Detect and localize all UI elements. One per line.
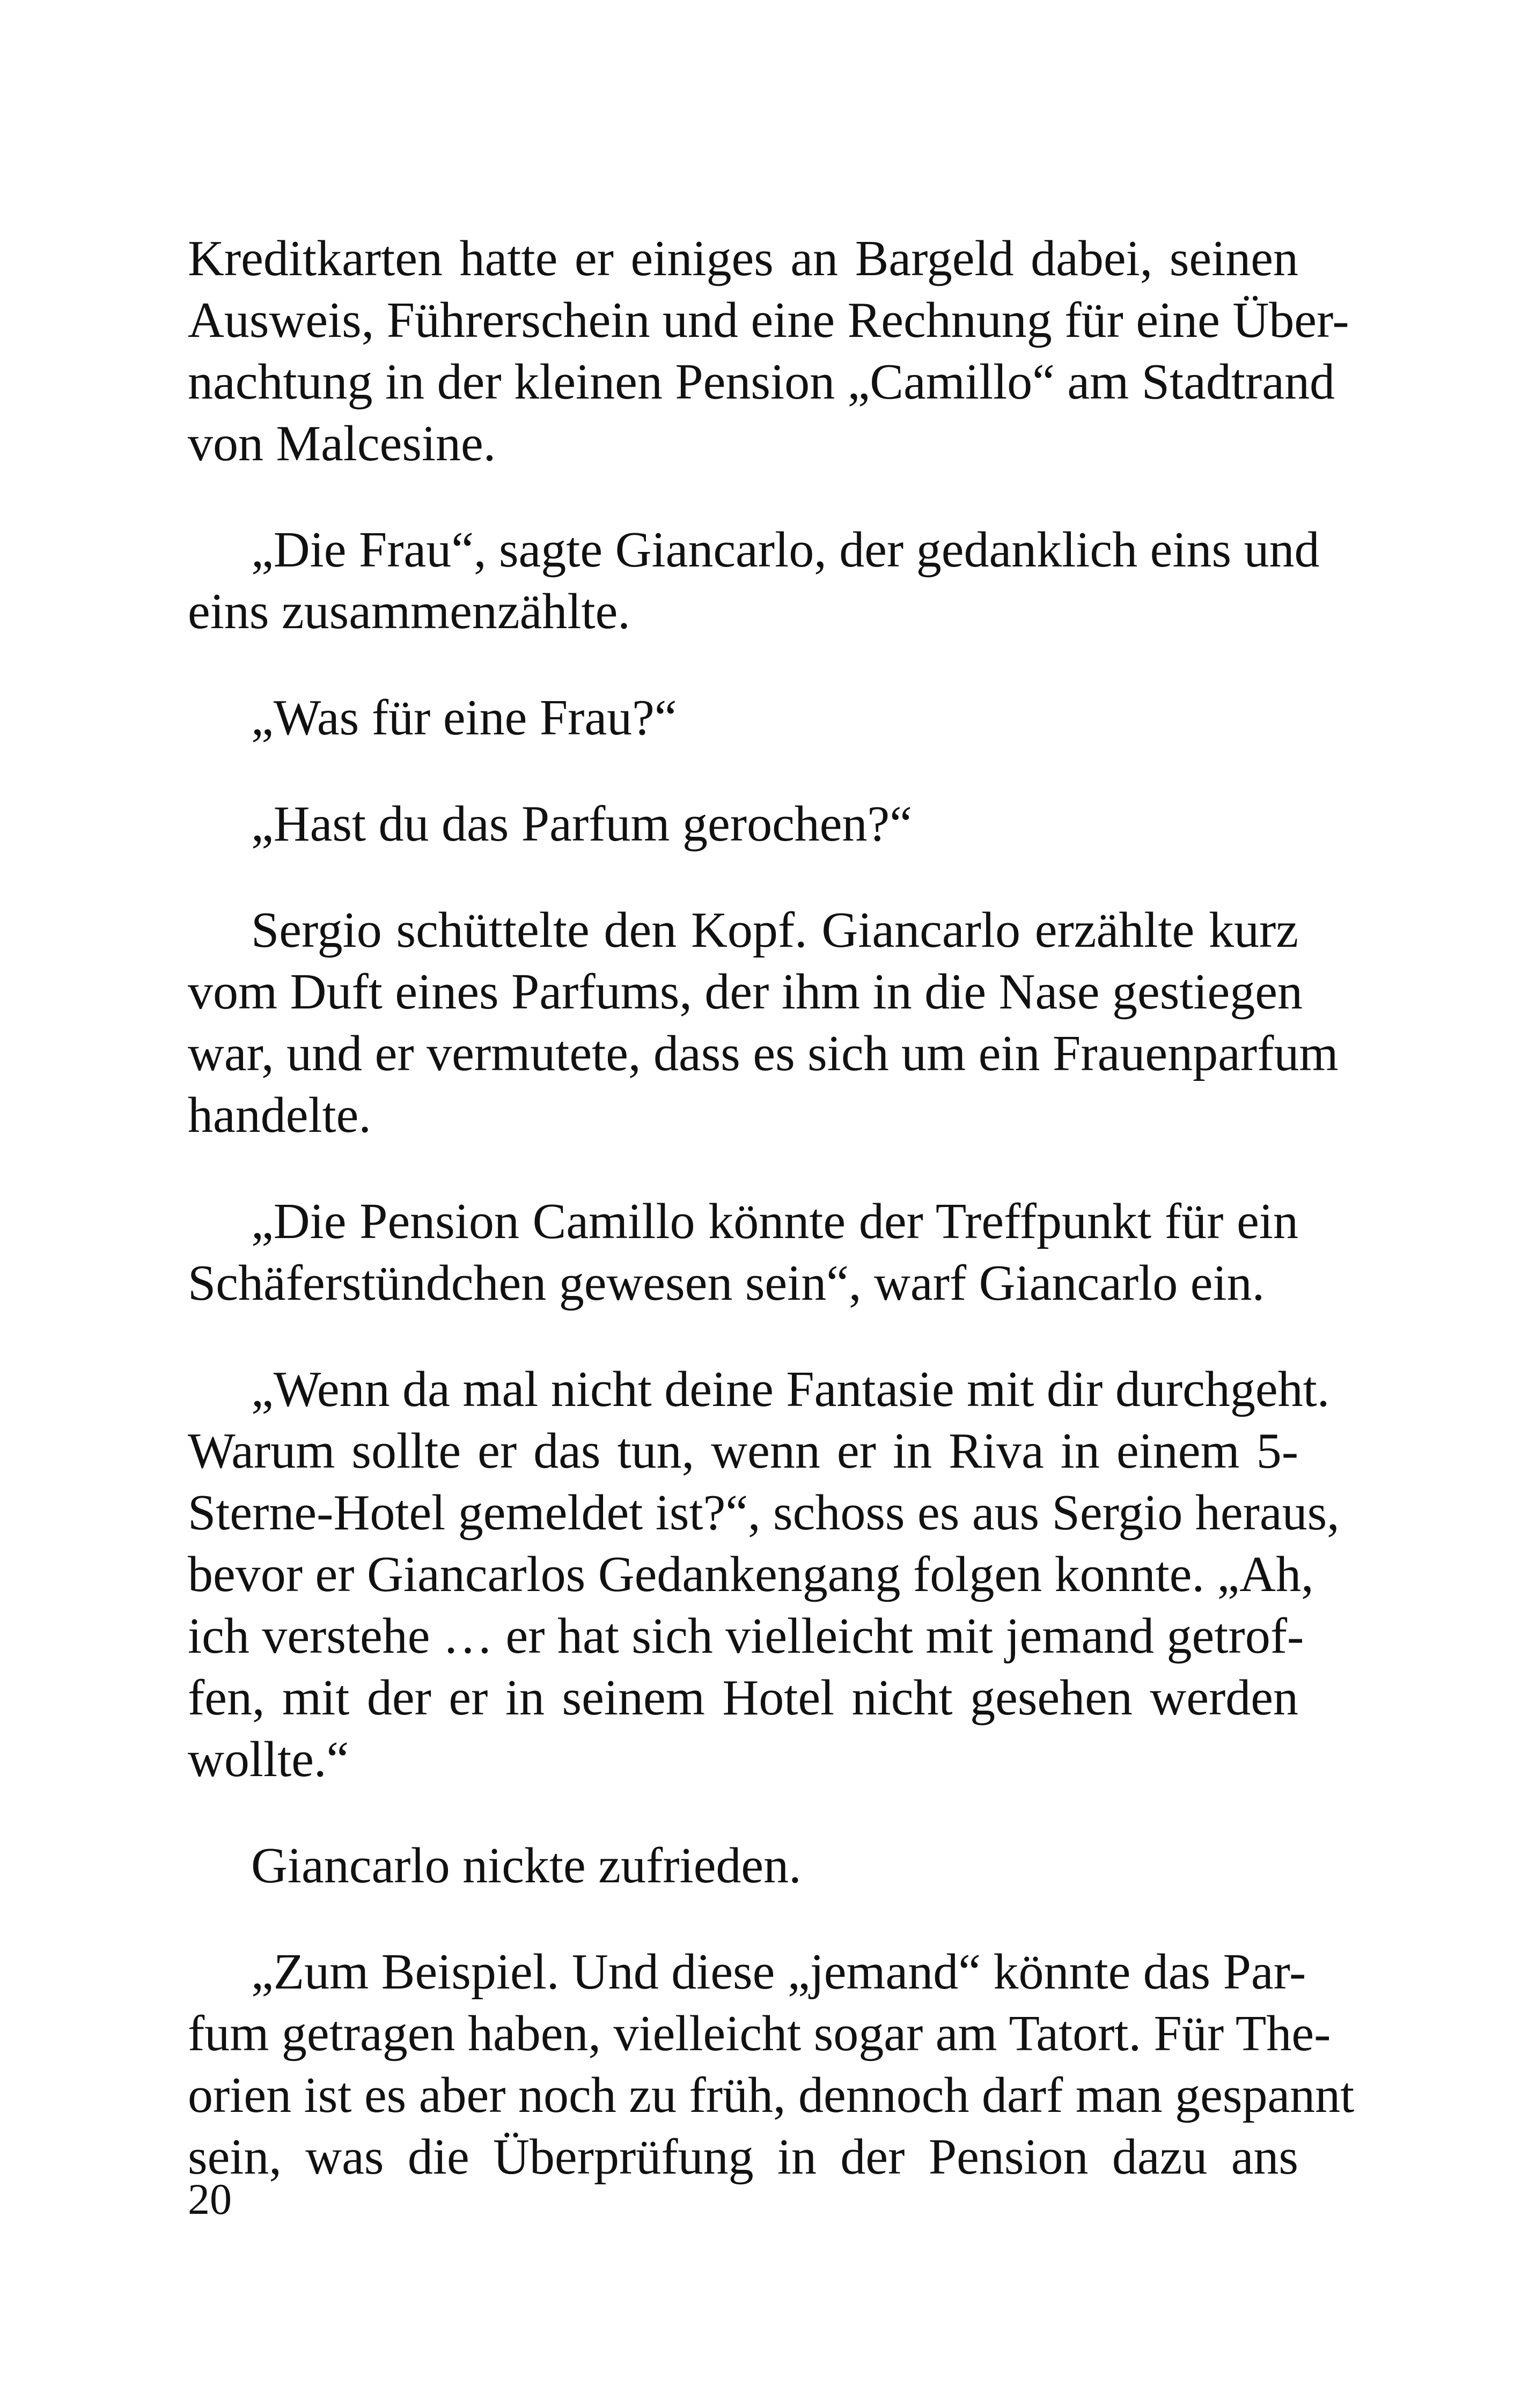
text-line: vom Duft eines Parfums, der ihm in die Nase gestiegen <box>188 964 1303 1020</box>
text-line: fen, mit der er in seinem Hotel nicht gesehen werden <box>188 1670 1298 1726</box>
text-line: orien ist es aber noch zu früh, dennoch darf man gespannt <box>188 2067 1355 2123</box>
text-line: bevor er Giancarlos Gedankengang folgen konnte. „Ah, <box>188 1547 1314 1602</box>
text-line: „Die Pension Camillo könnte der Treffpunkt für ein <box>251 1194 1298 1249</box>
text-line: „Zum Beispiel. Und diese „jemand“ könnte das Par- <box>251 1944 1306 2000</box>
text-line: handelte. <box>188 1087 371 1143</box>
text-line: Sergio schüttelte den Kopf. Giancarlo erzählte kurz <box>251 902 1298 958</box>
text-line: „Was für eine Frau?“ <box>251 690 677 746</box>
body-text <box>188 228 1355 2188</box>
text-line: sein, was die Überprüfung in der Pension dazu ans <box>188 2129 1298 2185</box>
text-line: Giancarlo nickte zufrieden. <box>251 1838 802 1894</box>
text-line: von Malcesine. <box>188 416 496 472</box>
text-line: Sterne-Hotel gemeldet ist?“, schoss es aus Sergio heraus, <box>188 1485 1340 1541</box>
text-line: nachtung in der kleinen Pension „Camillo“ am Stadtrand <box>188 354 1335 410</box>
text-line: Ausweis, Führerschein und eine Rechnung für eine Über- <box>188 292 1349 348</box>
text-line: „Wenn da mal nicht deine Fantasie mit dir durchgeht. <box>251 1361 1330 1417</box>
text-line: „Hast du das Parfum gerochen?“ <box>251 796 912 852</box>
text-line: eins zusammenzählte. <box>188 584 630 639</box>
text-line: Warum sollte er das tun, wenn er in Riva in einem 5- <box>188 1423 1298 1479</box>
text-line: „Die Frau“, sagte Giancarlo, der gedanklich eins und <box>251 522 1320 578</box>
text-line: wollte.“ <box>188 1732 349 1787</box>
text-line: ich verstehe … er hat sich vielleicht mit jemand getrof- <box>188 1608 1304 1664</box>
text-line: war, und er vermutete, dass es sich um ein Frauenparfum <box>188 1026 1339 1081</box>
text-line: Schäferstündchen gewesen sein“, warf Giancarlo ein. <box>188 1255 1265 1311</box>
text-line: fum getragen haben, vielleicht sogar am Tatort. Für The- <box>188 2006 1331 2061</box>
page-number: 20 <box>188 2175 232 2223</box>
text-line: Kreditkarten hatte er einiges an Bargeld dabei, seinen <box>188 231 1298 286</box>
